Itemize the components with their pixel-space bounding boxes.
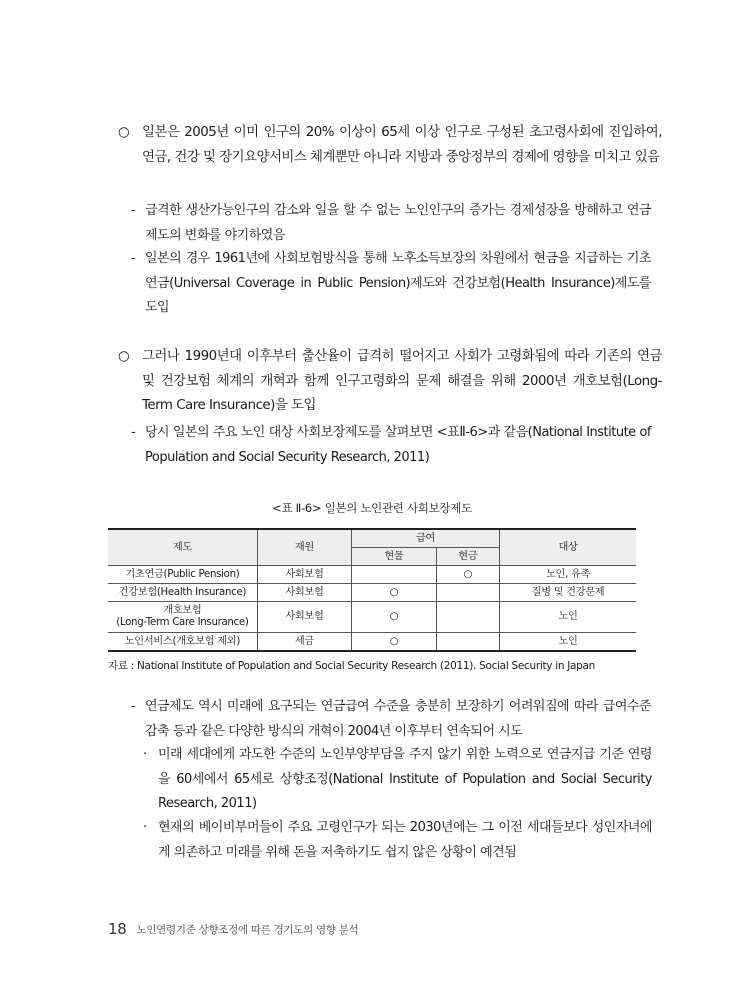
dot-item-2: [143, 816, 652, 865]
header-target: 대상: [500, 529, 636, 566]
table-source: 자료 : National Institute of Population and Social Security Research (2011). Social Security in Japan: [108, 660, 596, 672]
dash-item-2: [131, 247, 651, 321]
cell-funding: 사회보험: [257, 566, 351, 584]
cell-target: 노인: [500, 602, 636, 633]
dash-mark: -: [131, 699, 136, 714]
social-security-table: [108, 528, 636, 652]
table-row: [108, 584, 636, 602]
bullet-paragraph-2: [118, 345, 662, 419]
cell-cash: [436, 584, 499, 602]
header-funding: 재원: [257, 529, 351, 566]
dash-item-4: [131, 695, 651, 744]
dash-mark: -: [131, 251, 136, 266]
cell-target: 노인: [500, 633, 636, 652]
header-benefit: 급여: [352, 529, 500, 548]
circle-bullet-icon: ○: [118, 349, 130, 364]
dot-mark: ·: [143, 820, 147, 835]
dot-item-1: [143, 743, 652, 817]
dash-mark: -: [131, 425, 136, 440]
cell-in-kind: ○: [352, 602, 437, 633]
dot-mark: ·: [143, 747, 147, 762]
dash-item-1: [131, 199, 651, 248]
cell-cash: [436, 602, 499, 633]
cell-in-kind: ○: [352, 633, 437, 652]
cell-system: 기초연금(Public Pension): [108, 566, 257, 584]
cell-funding: 사회보험: [257, 584, 351, 602]
dash-item-3: [131, 421, 651, 470]
table-caption: <표 Ⅱ-6> 일본의 노인관련 사회보장제도: [272, 501, 472, 515]
bullet-text: 일본은 2005년 이미 인구의 20% 이상이 65세 이상 인구로 구성된 초고령사회에 진입하여, 연금, 건강 및 장기요양서비스 체계뿐만 아니라 지방과 중앙정부의 경제에 영향을 미치고 있음: [142, 125, 662, 165]
cell-system: 건강보험(Health Insurance): [108, 584, 257, 602]
dot-text: 미래 세대에게 과도한 수준의 노인부양부담을 주지 않기 위한 노력으로 연금지급 기준 연령을 60세에서 65세로 상향조정(National Institute of Population and Social Security Research, 2011): [158, 747, 652, 811]
page-number: 18: [108, 920, 127, 938]
dash-text: 당시 일본의 주요 노인 대상 사회보장제도를 살펴보면 <표Ⅱ-6>과 같음(National Institute of Population and Social Security Research, 2011): [145, 425, 651, 465]
cell-system: 노인서비스(개호보험 제외): [108, 633, 257, 652]
circle-bullet-icon: ○: [118, 125, 130, 140]
dash-mark: -: [131, 203, 136, 218]
dash-text: 급격한 생산가능인구의 감소와 일을 할 수 없는 노인인구의 증가는 경제성장을 방해하고 연금제도의 변화를 야기하였음: [145, 203, 651, 243]
cell-funding: 사회보험: [257, 602, 351, 633]
table-row: [108, 602, 636, 633]
cell-in-kind: [352, 566, 437, 584]
cell-system-line1: 개호보험: [163, 605, 202, 616]
cell-funding: 세금: [257, 633, 351, 652]
table-row: [108, 633, 636, 652]
table-row: [108, 566, 636, 584]
header-cash: 현금: [436, 548, 499, 566]
cell-in-kind: ○: [352, 584, 437, 602]
footer-title: 노인연령기준 상향조정에 따른 경기도의 영향 분석: [136, 924, 359, 936]
cell-system: [108, 602, 257, 633]
dash-text: 연금제도 역시 미래에 요구되는 연금급여 수준을 충분히 보장하기 어려워짐에 따라 급여수준 감축 등과 같은 다양한 방식의 개혁이 2004년 이후부터 연속되어 시도: [145, 699, 651, 739]
header-system: 제도: [108, 529, 257, 566]
cell-target: 노인, 유족: [500, 566, 636, 584]
bullet-text: 그러나 1990년대 이후부터 출산율이 급격히 떨어지고 사회가 고령화됨에 따라 기존의 연금 및 건강보험 체계의 개혁과 함께 인구고령화의 문제 해결을 위해 2000년 개호보험(Long-Term Care Insurance)을 도입: [142, 349, 662, 413]
page-footer: [108, 920, 358, 938]
table-header-row: [108, 529, 636, 548]
cell-cash: ○: [436, 566, 499, 584]
header-in-kind: 현물: [352, 548, 437, 566]
dot-text: 현재의 베이비부머들이 주요 고령인구가 되는 2030년에는 그 이전 세대들보다 성인자녀에게 의존하고 미래를 위해 돈을 저축하기도 쉽지 않은 상황이 예견됨: [158, 820, 652, 860]
cell-system-line2: (Long-Term Care Insurance): [116, 617, 249, 628]
bullet-paragraph-1: [118, 121, 662, 170]
cell-cash: [436, 633, 499, 652]
cell-target: 질병 및 건강문제: [500, 584, 636, 602]
dash-text: 일본의 경우 1961년에 사회보험방식을 통해 노후소득보장의 차원에서 현금을 지급하는 기초연금(Universal Coverage in Public Pension)제도와 건강보험(Health Insurance)제도를 도입: [145, 251, 651, 315]
